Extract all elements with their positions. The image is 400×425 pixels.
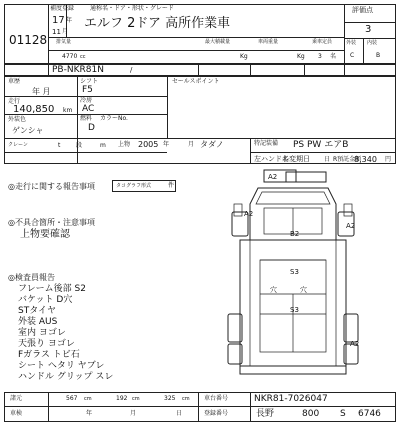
recycle-label: R預託金額 [333, 156, 362, 163]
mount-year: 2005 [138, 140, 159, 149]
registration-area: 長野 [256, 409, 275, 419]
fuel-value: D [88, 123, 95, 133]
diagram-label-top: A2 [268, 173, 278, 181]
fault-label: ◎不具合箇所・注意事項 [8, 218, 95, 227]
exterior-color-value: ゲンシャ [12, 126, 44, 135]
seating-label: 乗車定員 [312, 39, 333, 45]
dim-label: 諸元 [10, 395, 23, 402]
inspector-item: Fガラス トビ石 [18, 350, 80, 360]
car-name: エルフ 2ドア 高所作業車 [84, 16, 231, 31]
mount-maker: タダノ [200, 140, 224, 149]
spec-header: 補度登録 [50, 5, 75, 12]
capacity-label: 最大積載量 [205, 39, 231, 45]
handle-label: 左ハンドル [254, 155, 289, 163]
interior-value: B [376, 52, 381, 59]
ac-label: 冷房 [80, 97, 93, 104]
run-report-label: ◎走行に関する報告事項 [8, 182, 95, 191]
recycle-value: 8,340 [354, 155, 377, 164]
mount-year-unit: 年 [163, 141, 170, 148]
shift-label: シフト [80, 78, 99, 85]
ac-value: AC [82, 104, 95, 114]
mileage-value: 140,850 [13, 104, 55, 115]
month-value: 11 [52, 28, 61, 36]
exterior-color-label: 外装色 [8, 116, 27, 123]
registration-label: 登録番号 [204, 410, 229, 417]
mount-month-unit: 月 [188, 141, 195, 148]
vin-label: 車台番号 [204, 395, 229, 402]
color-no-label: カラーNo. [100, 115, 128, 122]
crane-label: クレーン [8, 142, 28, 148]
recycle-unit: 円 [385, 156, 392, 163]
history-yearmonth: 年 月 [32, 87, 51, 96]
inspector-item: フレーム後部 S2 [18, 284, 86, 294]
equip-value: PS PW エアB [293, 140, 349, 150]
inspector-item: ハンドル グリップ スレ [18, 372, 114, 382]
seating-unit: 名 [330, 53, 337, 60]
equip-label: 特記装備 [254, 140, 279, 147]
weight-label: 車両重量 [258, 39, 279, 45]
dim-unit: cm [182, 396, 190, 402]
score-label: 評価点 [352, 6, 373, 14]
inspection-day: 日 [176, 410, 183, 417]
mileage-unit: km [63, 107, 73, 114]
footer-frame [4, 392, 396, 422]
dim-length: 567 [66, 395, 78, 402]
inspector-label: ◎検査員報告 [8, 273, 55, 282]
month-unit: 月 [62, 28, 69, 35]
ext-label: 外装 [346, 40, 357, 46]
diagram-label: 穴 [270, 286, 277, 294]
inspection-month: 月 [130, 410, 137, 417]
fault-item: 上物要確認 [20, 229, 70, 240]
spec-label: 通称名・ドア・形状・グレード [90, 5, 174, 12]
vin-value: NKR81-7026047 [254, 394, 328, 404]
tachograph-unit: 件 [168, 182, 175, 189]
inspector-item: バケット D穴 [18, 295, 73, 305]
dim-unit: cm [84, 396, 92, 402]
inspector-item: STタイヤ [18, 306, 57, 316]
diagram-label: B2 [290, 230, 300, 238]
year-unit: 年 [66, 17, 73, 24]
dim-unit: cm [132, 396, 140, 402]
displacement-unit: cc [80, 54, 86, 60]
shift-value: F5 [82, 85, 93, 95]
interior-label: 内装 [367, 40, 378, 46]
diagram-label: A2 [244, 210, 254, 218]
kg-unit-2: Kg [297, 53, 305, 60]
fuel-label: 燃料 [80, 115, 93, 122]
displacement-label: 排気量 [56, 39, 72, 45]
ext-value: C [350, 52, 355, 59]
truck-diagram [200, 164, 396, 379]
tachograph-label: タコグラフ形式 [116, 183, 152, 189]
title-label: 名変期日 [282, 155, 310, 163]
mileage-label: 走行 [8, 98, 21, 105]
diagram-label: A2 [346, 222, 356, 230]
slash-sep: / [130, 66, 133, 74]
displacement-value: 4770 [62, 53, 78, 60]
dim-height: 325 [164, 395, 176, 402]
diagram-label: 穴 [300, 286, 307, 294]
sales-point-label: セールスポイント [172, 78, 220, 85]
score-value: 3 [365, 24, 372, 35]
crane-unit-dan: 段 [76, 142, 83, 149]
dim-width: 192 [116, 395, 128, 402]
crane-unit-m: m [100, 142, 106, 149]
lot-number: 01128 [9, 33, 48, 47]
registration-class: 800 [302, 409, 320, 419]
registration-kana: S [340, 409, 346, 419]
inspection-year: 年 [86, 410, 93, 417]
kg-unit-1: Kg [240, 53, 248, 60]
inspector-item: 室内 ヨゴレ [18, 328, 66, 338]
diagram-label: S3 [290, 268, 299, 276]
mount-label: 上物 [118, 141, 131, 148]
crane-unit-t: t [58, 142, 61, 149]
registration-number: 6746 [358, 409, 381, 419]
title-unit: 日 [324, 156, 331, 163]
model-code-value: PB-NKR81N [52, 65, 104, 75]
inspector-item: シート ヘタリ ヤブレ [18, 361, 105, 371]
seating-value: 3 [318, 53, 322, 60]
history-label: 車歴 [8, 78, 21, 85]
year-value: 17 [52, 15, 65, 26]
inspector-item: 天張り ヨゴレ [18, 339, 75, 349]
info-block [4, 76, 396, 164]
diagram-label: S3 [290, 306, 299, 314]
inspector-item: 外装 AUS [18, 317, 58, 327]
diagram-label: A2 [350, 340, 360, 348]
inspection-label: 車検 [10, 410, 23, 417]
